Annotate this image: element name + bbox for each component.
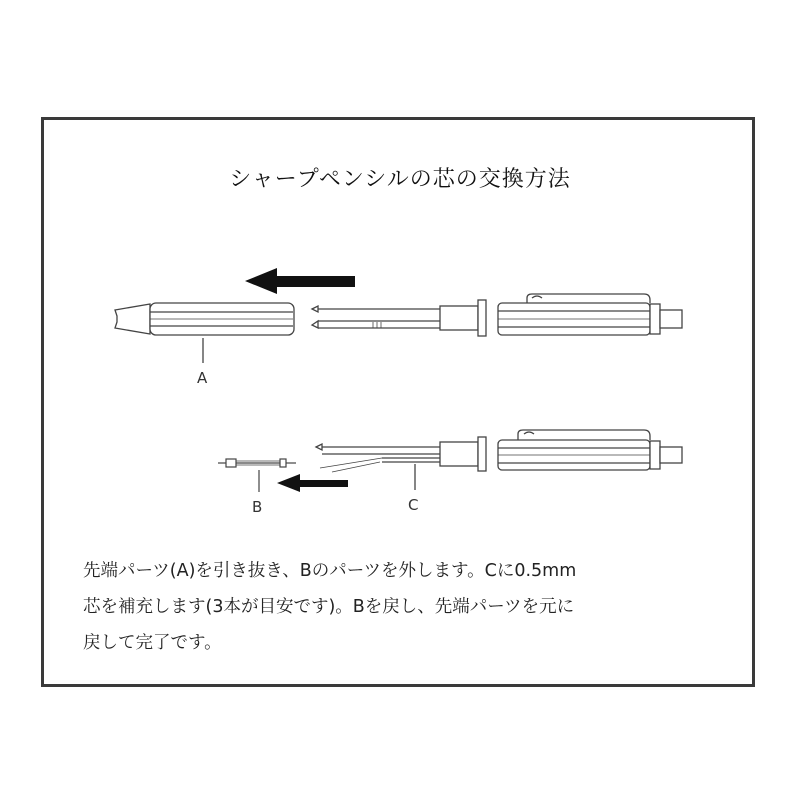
pull-arrow-top-icon — [245, 268, 355, 294]
label-b: B — [252, 498, 263, 516]
label-c: C — [408, 496, 419, 514]
pencil-body-top — [312, 294, 682, 336]
instruction-line-3: 戻して完了です。 — [83, 633, 222, 653]
instructions-text — [83, 553, 733, 661]
part-b — [218, 459, 296, 492]
pencil-body-bottom — [316, 430, 682, 490]
instruction-line-1: 先端パーツ(A)を引き抜き、Bのパーツを外します。Cに0.5mm — [83, 561, 577, 581]
diagram-title: シャープペンシルの芯の交換方法 — [229, 167, 571, 192]
instruction-line-2: 芯を補充します(3本が目安です)。Bを戻し、先端パーツを元に — [83, 597, 575, 617]
tip-part-a — [115, 303, 294, 363]
pull-arrow-bottom-icon — [277, 474, 348, 492]
label-a: A — [197, 369, 208, 387]
